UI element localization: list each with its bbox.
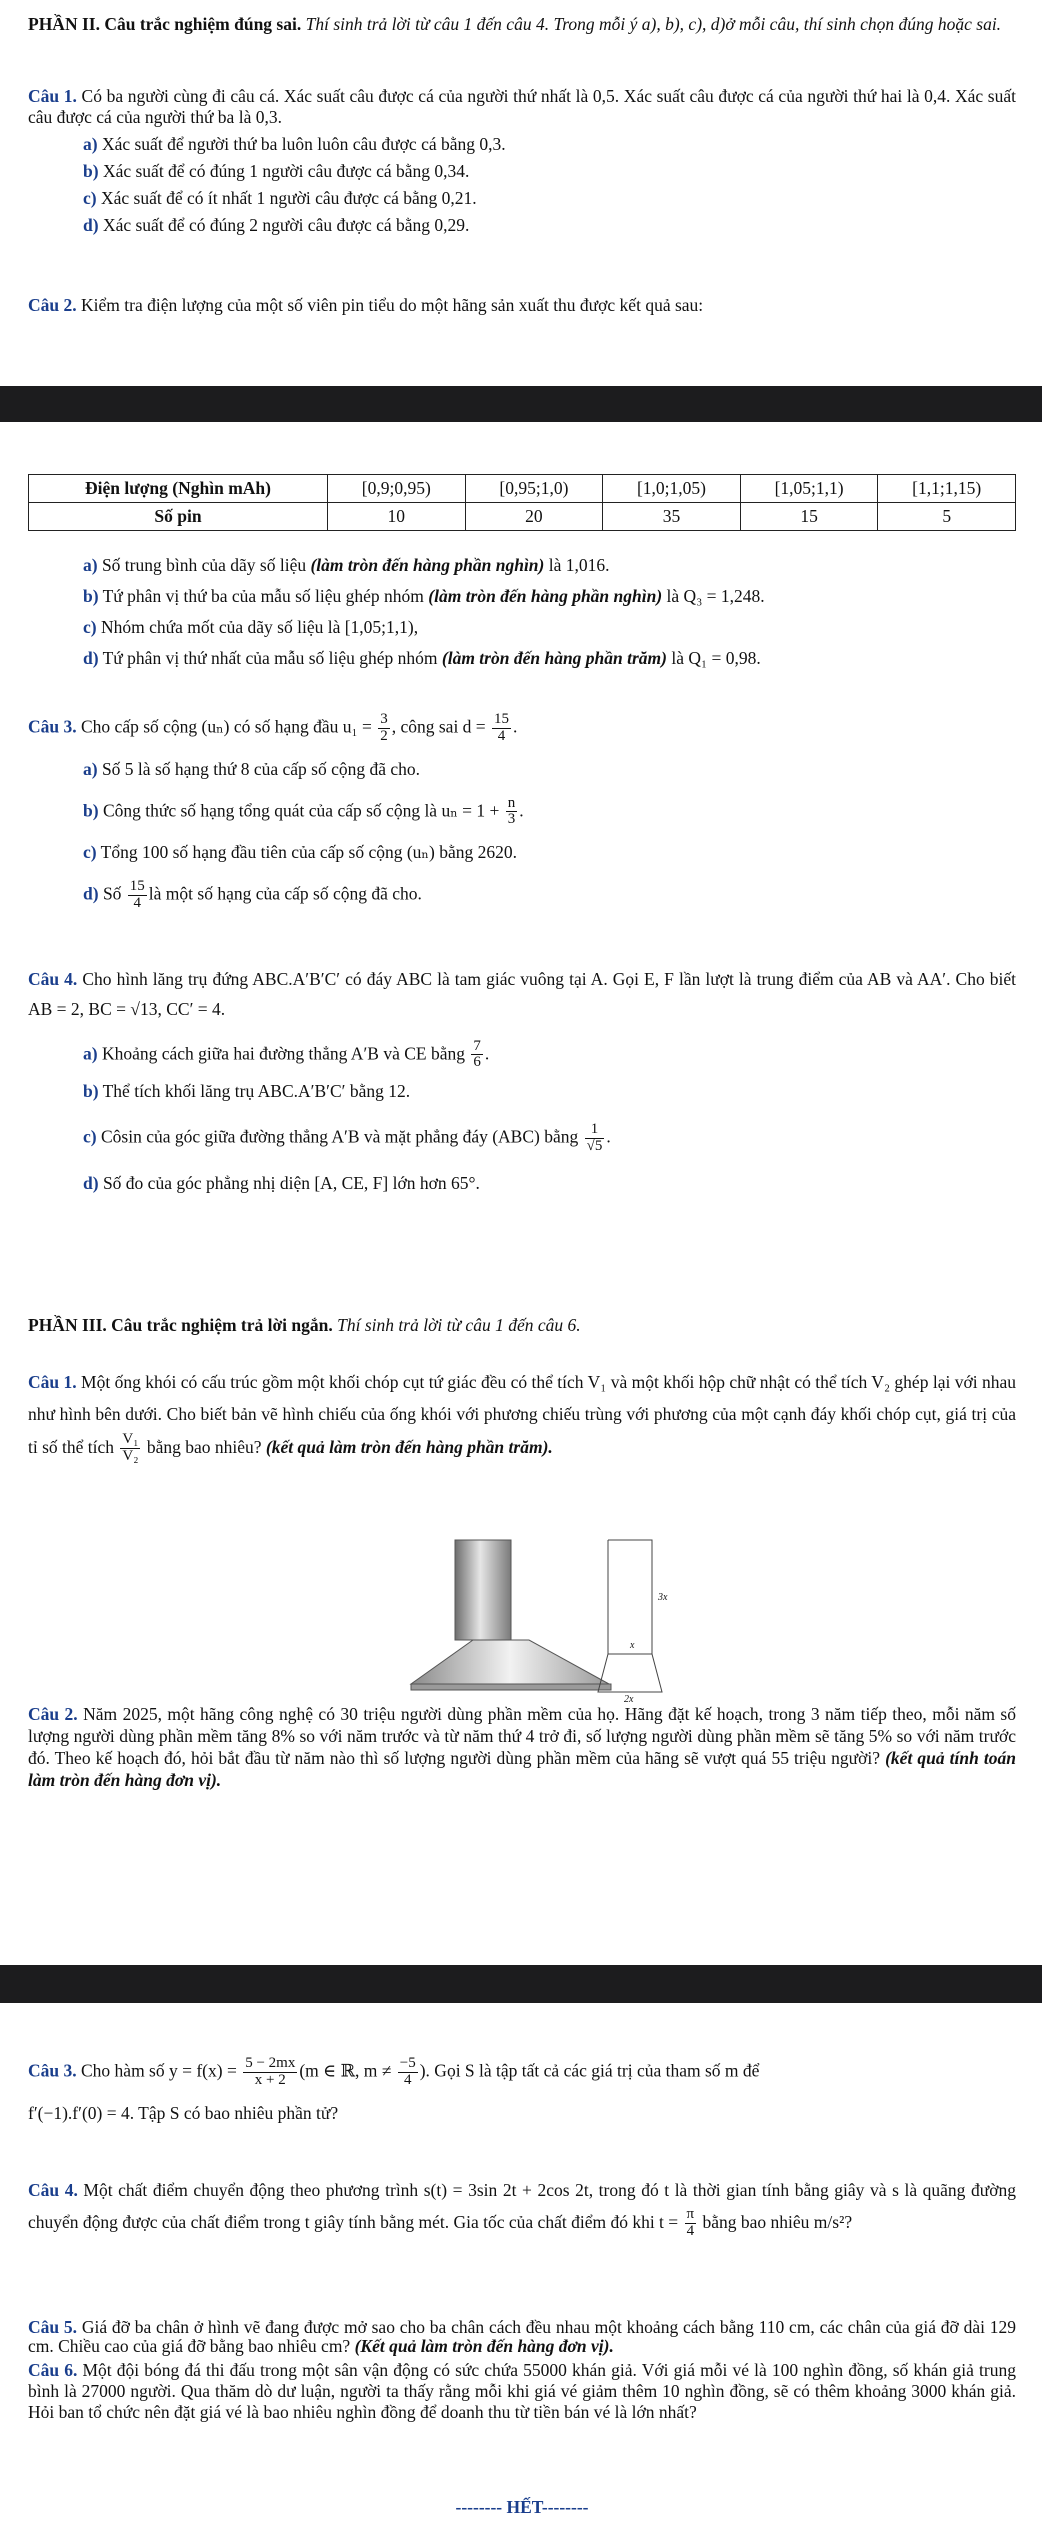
question-label: Câu 5.: [28, 2317, 78, 2337]
option-b-end: là Q₃ = 1,248.: [662, 586, 765, 606]
label-2x: 2x: [624, 1694, 634, 1705]
question-note: (kết quả tính toán làm tròn đến hàng đơn vị).: [28, 1747, 1016, 1790]
fraction-pi-4: [685, 2207, 697, 2240]
fraction-function: [243, 2056, 297, 2089]
question-stem: Cho hình lăng trụ đứng ABC.A′B′C′ có đáy ABC là tam giác vuông tại A. Gọi E, F lần lượt là trung điểm của AB và AA′. Cho biết AB = 2, BC = √13, CC′ = 4.: [28, 969, 1016, 1019]
option-b: Xác suất để có đúng 1 người câu được cá bằng 0,34.: [98, 161, 470, 181]
question-stem-mid: (m ∈ ℝ, m ≠: [299, 2060, 392, 2081]
option-label: a): [83, 555, 98, 575]
denominator: 4: [686, 2222, 695, 2239]
p2-question-2-stem: [28, 295, 1016, 316]
end-marker: -------- HẾT--------: [455, 2497, 589, 2517]
fraction-v1-v2: [120, 1432, 140, 1465]
numerator: 15: [494, 711, 510, 727]
option-b: Thể tích khối lăng trụ ABC.A′B′C′ bằng 12.: [98, 1081, 411, 1101]
question-label: Câu 1.: [28, 86, 77, 106]
p3-question-3: [28, 2056, 1016, 2124]
numerator: 1: [585, 1122, 605, 1139]
numerator: 5 − 2mx: [245, 2055, 296, 2071]
option-label: b): [83, 1081, 99, 1101]
black-bar: [0, 1965, 1042, 2003]
question-stem: Một chất điểm chuyển động theo phương trình s(t) = 3sin 2t + 2cos 2t, trong đó t là thời gian tính bằng giây và s là quãng đường chuyển động được của chất điểm trong t giây tính bằng mét. Gia tốc của chất điểm đó khi t =: [28, 2180, 1016, 2232]
question-stem: Cho cấp số cộng (uₙ) có số hạng đầu u₁ =: [76, 716, 372, 737]
punctuation: .: [519, 799, 524, 820]
question-label: Câu 2.: [28, 1704, 78, 1724]
option-label: c): [83, 188, 97, 208]
p2-question-1: [28, 86, 1016, 236]
part2-header: [28, 14, 1016, 35]
table-cell: 15: [740, 503, 878, 531]
question-stem-mid: bằng bao nhiêu?: [142, 1436, 266, 1457]
option-d: Xác suất để có đúng 2 người câu được cá bằng 0,29.: [98, 215, 470, 235]
option-a: Số trung bình của dãy số liệu: [97, 555, 311, 575]
denominator: 4: [497, 727, 506, 744]
table-cell: 5: [878, 503, 1016, 531]
question-label: Câu 6.: [28, 2360, 78, 2380]
fraction-n3: [506, 796, 518, 829]
question-stem: Một ống khói có cấu trúc gồm một khối chóp cụt tứ giác đều có thể tích V₁ và một khối hộp chữ nhật có thể tích V₂ ghép lại với nhau như hình bên dưới. Cho biết bản vẽ hình chiếu của ống khói với phương chiếu trùng với phương của một cạnh đáy khối chóp cụt, giá trị của tỉ số thể tích: [28, 1372, 1016, 1457]
numerator: 3: [380, 711, 388, 727]
question-stem: Cho hàm số y = f(x) =: [76, 2060, 237, 2081]
punctuation: .: [606, 1126, 611, 1147]
table-cell: [1,05;1,1): [740, 475, 878, 503]
label-3x: 3x: [658, 1592, 668, 1603]
numerator: 15: [129, 878, 145, 894]
question-stem: Giá đỡ ba chân ở hình vẽ đang được mở sao cho ba chân cách đều nhau một khoảng cách bằng 110 cm, các chân của giá đỡ dài 129 cm. Chiều cao của giá đỡ bằng bao nhiêu cm?: [28, 2317, 1016, 2357]
label-x: x: [630, 1640, 635, 1651]
option-a-note: (làm tròn đến hàng phần nghìn): [310, 555, 545, 575]
option-d-note: (làm tròn đến hàng phần trăm): [441, 648, 667, 668]
option-label: d): [83, 883, 99, 904]
denominator: 4: [404, 2071, 412, 2088]
option-label: a): [83, 134, 98, 154]
option-label: b): [83, 799, 99, 820]
question-stem-end: bằng bao nhiêu m/s²?: [698, 2211, 853, 2232]
projection-drawing: [590, 1536, 670, 1708]
denominator: V₂: [122, 1448, 139, 1465]
question-note: (Kết quả làm tròn đến hàng đơn vị).: [354, 2336, 614, 2357]
p3-question-4: [28, 2175, 1016, 2240]
table-cell: 35: [603, 503, 741, 531]
black-bar: [0, 386, 1042, 422]
option-a: Số 5 là số hạng thứ 8 của cấp số cộng đã cho.: [97, 758, 421, 779]
question-label: Câu 3.: [28, 2060, 77, 2081]
option-b: Tứ phân vị thứ ba của mẫu số liệu ghép nhóm: [98, 586, 429, 606]
table-header: Điện lượng (Nghìn mAh): [29, 475, 328, 503]
option-d: Tứ phân vị thứ nhất của mẫu số liệu ghép nhóm: [98, 648, 442, 668]
denominator: 6: [473, 1054, 481, 1071]
question-label: Câu 3.: [28, 716, 77, 737]
p3-question-5: [28, 2318, 1016, 2357]
table-cell: 10: [328, 503, 466, 531]
punctuation: .: [484, 1042, 490, 1063]
table-cell: [0,95;1,0): [465, 475, 603, 503]
fraction-d: [492, 712, 511, 745]
option-c: Côsin của góc giữa đường thẳng A′B và mặt phẳng đáy (ABC) bằng: [96, 1126, 579, 1147]
question-stem: Một đội bóng đá thi đấu trong một sân vận động có sức chứa 55000 khán giả. Với giá mỗi vé là 100 nghìn đồng, số khán giả trung bình là 27000 người. Qua thăm dò dư luận, người ta thấy rằng mỗi khi giá vé giảm thêm 10 nghìn đồng, sẽ có thêm khoảng 3000 khán giả. Hỏi ban tổ chức nên đặt giá vé là bao nhiêu nghìn đồng để doanh thu từ tiền bán vé là lớn nhất?: [28, 2360, 1016, 2422]
fraction-7-6: [471, 1039, 483, 1072]
numerator: n: [507, 794, 516, 811]
data-table: [28, 474, 1016, 531]
option-label: c): [83, 1126, 97, 1147]
question-stem-end: ). Gọi S là tập tất cả các giá trị của tham số m để: [419, 2060, 760, 2081]
option-c: Nhóm chứa mốt của dãy số liệu là [1,05;1,1),: [96, 617, 419, 637]
option-label: d): [83, 1172, 99, 1193]
denominator: √5: [586, 1137, 603, 1154]
option-label: c): [83, 842, 97, 862]
numerator: V₁: [122, 1431, 139, 1448]
question-label: Câu 4.: [28, 2180, 78, 2200]
table-cell: 20: [465, 503, 603, 531]
denominator: 4: [133, 894, 142, 911]
option-label: c): [83, 617, 97, 637]
fraction-1-sqrt5: [585, 1122, 605, 1155]
option-a-end: là 1,016.: [544, 555, 610, 575]
denominator: 2: [380, 727, 388, 744]
fraction-m: [398, 2056, 418, 2089]
fraction-u1: [378, 712, 390, 745]
p2-question-4: [28, 965, 1016, 1194]
question-line-2: f′(−1).f′(0) = 4. Tập S có bao nhiêu phần tử?: [28, 2102, 339, 2123]
option-d: Số: [98, 883, 122, 904]
part2-instruction: Thí sinh trả lời từ câu 1 đến câu 4. Trong mỗi ý a), b), c), d)ở mỗi câu, thí sinh chọn đúng hoặc sai.: [301, 14, 1002, 34]
fraction-15-4: [128, 879, 147, 912]
option-a: Khoảng cách giữa hai đường thẳng A′B và CE bằng: [97, 1042, 465, 1063]
option-b: Công thức số hạng tổng quát của cấp số cộng là uₙ = 1 +: [98, 799, 500, 820]
part3-instruction: Thí sinh trả lời từ câu 1 đến câu 6.: [332, 1315, 581, 1335]
option-c: Tổng 100 số hạng đầu tiên của cấp số cộng (uₙ) bằng 2620.: [96, 842, 517, 862]
table-header: Số pin: [29, 503, 328, 531]
option-label: d): [83, 648, 99, 668]
p2-question-2-options: [28, 555, 1016, 669]
table-cell: [1,1;1,15): [878, 475, 1016, 503]
numerator: π: [686, 2206, 695, 2223]
punctuation: .: [513, 716, 518, 737]
denominator: 3: [507, 811, 516, 828]
option-b-note: (làm tròn đến hàng phần nghìn): [428, 586, 663, 606]
question-note: (kết quả làm tròn đến hàng phần trăm).: [265, 1436, 553, 1457]
option-d: Số đo của góc phẳng nhị diện [A, CE, F] lớn hơn 65°.: [98, 1172, 480, 1193]
option-label: a): [83, 1042, 98, 1063]
question-label: Câu 2.: [28, 295, 77, 315]
option-label: b): [83, 586, 99, 606]
table-cell: [0,9;0,95): [328, 475, 466, 503]
option-label: b): [83, 161, 99, 181]
question-label: Câu 1.: [28, 1372, 77, 1392]
question-stem: Năm 2025, một hãng công nghệ có 30 triệu người dùng phần mềm của họ. Hãng đặt kế hoạch, trong 3 năm tiếp theo, mỗi năm số lượng người dùng phần mềm tăng 8% so với năm trước và từ năm thứ 4 trở đi, số lượng người dùng phần mềm sẽ tăng 5% so với năm trước đó. Theo kế hoạch đó, hỏi bắt đầu từ năm nào thì số lượng người dùng phần mềm của hãng sẽ vượt quá 55 triệu người?: [28, 1704, 1016, 1768]
question-label: Câu 4.: [28, 969, 78, 989]
part3-heading: PHẦN III. Câu trắc nghiệm trả lời ngắn.: [28, 1315, 333, 1335]
option-d-end: là một số hạng của cấp số cộng đã cho.: [148, 883, 422, 904]
numerator: −5: [399, 2055, 416, 2071]
denominator: x + 2: [254, 2071, 286, 2088]
part2-heading: PHẦN II. Câu trắc nghiệm đúng sai.: [28, 14, 302, 34]
part3-header: [28, 1315, 1016, 1336]
option-label: a): [83, 758, 98, 779]
option-a: Xác suất để người thứ ba luôn luôn câu được cá bằng 0,3.: [97, 134, 506, 154]
option-c: Xác suất để có ít nhất 1 người câu được cá bằng 0,21.: [96, 188, 477, 208]
question-stem: Có ba người cùng đi câu cá. Xác suất câu được cá của người thứ nhất là 0,5. Xác suất câu được cá của người thứ hai là 0,4. Xác suất câu được cá của người thứ ba là 0,3.: [28, 86, 1016, 127]
p2-question-3: [28, 712, 1016, 912]
option-d-end: là Q₁ = 0,98.: [667, 648, 761, 668]
question-stem-mid: , công sai d =: [391, 716, 486, 737]
p3-question-6: [28, 2360, 1016, 2423]
projection-outline: [590, 1536, 670, 1708]
question-stem: Kiểm tra điện lượng của một số viên pin tiểu do một hãng sản xuất thu được kết quả sau:: [76, 295, 704, 315]
table-cell: [1,0;1,05): [603, 475, 741, 503]
numerator: 7: [473, 1037, 481, 1054]
p3-question-1: [28, 1366, 1016, 1465]
option-label: d): [83, 215, 99, 235]
p3-question-2: [28, 1704, 1016, 1792]
